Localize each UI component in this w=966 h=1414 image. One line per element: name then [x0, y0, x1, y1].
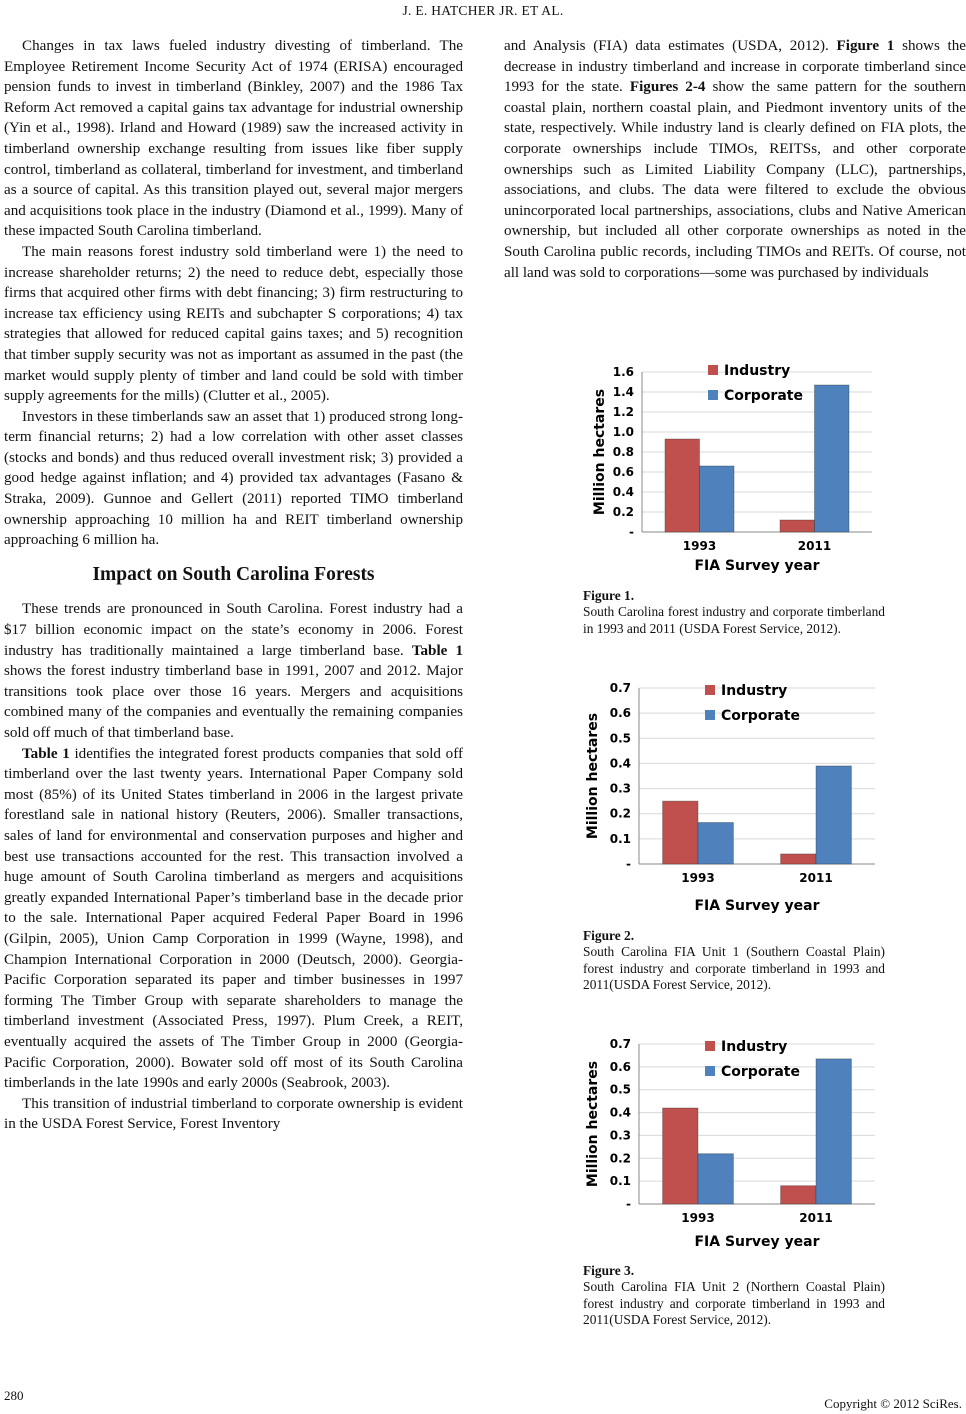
figure-reference: Figures 2-4: [629, 79, 706, 96]
legend-label: Corporate: [721, 708, 800, 724]
bar-industry: [665, 439, 700, 532]
y-tick-label: 0.2: [612, 505, 634, 519]
figure-3-caption: [583, 1263, 885, 1329]
bar-corporate: [816, 1059, 851, 1204]
paragraph: [504, 36, 966, 283]
y-tick-label: 0.3: [609, 781, 631, 796]
y-tick-label: 0.5: [609, 1082, 631, 1097]
table-reference: Table 1: [22, 745, 70, 762]
y-tick-label: 0.6: [609, 1059, 631, 1074]
legend-swatch: [708, 365, 718, 375]
legend-swatch: [705, 1066, 715, 1076]
bar-corporate: [816, 766, 851, 864]
caption-text: South Carolina forest industry and corporate timberland in 1993 and 2011 (USDA Forest Service, 2012).: [583, 604, 885, 636]
x-tick-label: 2011: [799, 871, 833, 885]
bar-corporate: [698, 823, 733, 864]
x-tick-label: 2011: [797, 539, 832, 553]
text-run: show the same pattern for the southern coastal plain, northern coastal plain, and Piedmont inventory units of the state, respectively. While industry land is clearly defined on FIA plots, the corporate ownerships include TIMOs, REITSs, and other corporate ownerships such as Limited Liability Company (LLC), partnerships, associations, and clubs. The data were filtered to exclude the obvious unincorporated local partnerships, associations, clubs and Native American ownership, but included all other corporate ownerships as noted in the South Carolina public records, including TIMOs and REITs. Of course, not all land was sold to corporations—some was purchased by individuals: [504, 79, 966, 281]
y-tick-label: 0.2: [609, 806, 631, 821]
text-run: and Analysis (FIA) data estimates (USDA, 2012).: [504, 38, 829, 54]
y-tick-label: 0.4: [609, 1105, 631, 1120]
figure-reference: Figure 1: [836, 38, 895, 54]
x-tick-label: 2011: [799, 1211, 833, 1225]
bar-corporate: [815, 385, 850, 532]
bar-industry: [663, 1108, 698, 1204]
x-axis-title: FIA Survey year: [694, 898, 820, 914]
legend-label: Corporate: [724, 388, 803, 404]
y-tick-label: -: [626, 857, 631, 871]
text-run: shows the decrease in industry timberland and increase in corporate timberland since 1993 for the state.: [504, 38, 966, 96]
bar-chart-1: [590, 362, 880, 606]
legend-label: Industry: [721, 683, 788, 699]
y-tick-label: 0.4: [609, 756, 631, 771]
page-number: 280: [4, 1388, 24, 1403]
bar-chart-2: [583, 676, 883, 916]
caption-text: South Carolina FIA Unit 1 (Southern Coastal Plain) forest industry and corporate timberland in 1993 and 2011(USDA Forest Service, 2012).: [583, 944, 885, 993]
y-tick-label: 1.4: [612, 385, 634, 399]
bar-industry: [781, 854, 816, 864]
legend-label: Industry: [724, 363, 791, 379]
y-tick-label: -: [629, 525, 634, 539]
bar-industry: [781, 1186, 816, 1204]
table-reference: Table 1: [411, 642, 463, 659]
legend-swatch: [705, 1041, 715, 1051]
legend-swatch: [705, 685, 715, 695]
legend-swatch: [708, 390, 718, 400]
y-axis-title: Million hectares: [592, 388, 608, 516]
text-run: shows the forest industry timberland base in 1991, 2007 and 2012. Major transitions took place over those 16 years. Mergers and acquisitions combined many of the companies and eventually the remaining companies sold off much of that timberland base.: [4, 663, 463, 741]
legend-swatch: [705, 710, 715, 720]
copyright-notice: Copyright © 2012 SciRes.: [824, 1396, 962, 1411]
x-tick-label: 1993: [681, 871, 715, 885]
running-header: J. E. HATCHER JR. ET AL.: [402, 3, 564, 18]
left-column: [4, 36, 463, 1135]
figure-2-caption: [583, 928, 885, 994]
figure-label: Figure 1.: [583, 588, 635, 603]
paragraph: This transition of industrial timberland to corporate ownership is evident in the USDA Forest Service, Forest Inventory: [4, 1095, 463, 1133]
y-tick-label: 0.7: [609, 681, 631, 695]
x-axis-title: FIA Survey year: [694, 1234, 820, 1250]
section-heading: Impact on South Carolina Forests: [92, 563, 375, 585]
bar-industry: [780, 520, 815, 532]
figure-1-caption: [583, 588, 885, 637]
x-axis-title: FIA Survey year: [694, 558, 820, 574]
text-run: These trends are pronounced in South Carolina. Forest industry had a $17 billion economic impact on the state’s economy in 2006. Forest industry has traditionally maintained a large timberland base.: [4, 601, 463, 659]
y-tick-label: 0.8: [612, 445, 634, 459]
figure-label: Figure 2.: [583, 928, 635, 943]
figure-label: Figure 3.: [583, 1263, 635, 1278]
y-tick-label: 0.6: [612, 465, 634, 479]
legend-label: Corporate: [721, 1064, 800, 1080]
y-tick-label: 1.6: [612, 365, 634, 379]
right-column: [504, 36, 966, 283]
y-tick-label: 1.2: [612, 405, 634, 419]
paragraph: Changes in tax laws fueled industry divesting of timberland. The Employee Retirement Income Security Act of 1974 (ERISA) encouraged pension funds to invest in timberland (Binkley, 2007) and the 1986 Tax Reform Act removed a capital gains tax advantage for industrial ownership (Yin et al., 1998). Irland and Howard (1989) saw the increased activity in timberland ownership exchange resulting from issues like fiber supply control, timberland as collateral, timberland for investment, and timberland as a source of capital. As this transition played out, several major mergers and acquisitions took place in the industry (Diamond et al., 1999). Many of these impacted South Carolina timberland.: [4, 38, 463, 240]
bar-chart-3: [583, 1034, 883, 1256]
y-tick-label: -: [626, 1197, 631, 1211]
y-axis-title: Million hectares: [585, 1060, 601, 1188]
y-tick-label: 0.4: [612, 485, 634, 499]
x-tick-label: 1993: [682, 539, 717, 553]
y-tick-label: 0.3: [609, 1128, 631, 1143]
y-tick-label: 1.0: [612, 425, 634, 439]
paragraph: [4, 744, 463, 1094]
paragraph: The main reasons forest industry sold timberland were 1) the need to increase shareholder returns; 2) the need to reduce debt, especially those firms that acquired other firms with debt financing; 3) firm restructuring to increase tax efficiency using REITs and subchapter S corporations; 4) tax strategies that allowed for reduced capital gains taxes; and 5) recognition that timber supply security was not as important as assumed in the past (the market would supply plenty of timber and land could be sold with timber supply agreements for the mills) (Clutter et al., 2005).: [4, 243, 463, 405]
y-tick-label: 0.1: [609, 831, 631, 846]
caption-text: South Carolina FIA Unit 2 (Northern Coastal Plain) forest industry and corporate timberland in 1993 and 2011(USDA Forest Service, 2012).: [583, 1279, 885, 1328]
legend-label: Industry: [721, 1039, 788, 1055]
y-tick-label: 0.6: [609, 706, 631, 721]
paragraph: Investors in these timberlands saw an asset that 1) produced strong long-term financial returns; 2) had a low correlation with other asset classes (stocks and bonds) and thus reduced overall investment risk; 3) provided a good hedge against inflation; and 4) provided tax advantages (Fasano & Straka, 2009). Gunnoe and Gellert (2011) reported TIMO timberland ownership approaching 10 million ha and REIT timberland ownership approaching 6 million ha.: [4, 408, 463, 549]
y-axis-title: Million hectares: [585, 712, 601, 840]
bar-industry: [663, 801, 698, 864]
text-run: identifies the integrated forest products companies that sold off timberland over the last twenty years. International Paper Company sold most (85%) of its United States timberland in 2006 in the largest private forestland sale in national history (Reuters, 2006). Smaller transactions, sales of land for environmental and conservation purposes and higher and best use transactions accounted for the rest. This transaction involved a huge amount of South Carolina timberland as mergers and acquisitions greatly expanded International Paper’s timberland base in the decade prior to the sale. International Paper acquired Federal Paper Board in 1996 (Gilpin, 2005), Union Camp Corporation in 1999 (Wayne, 1998), and Champion International Corporation in 2000 (Deutsch, 2000). Georgia-Pacific Corporation separated its paper and timber businesses in 1997 forming The Timber Group with separate shareholders to manage the timberland investment (Associated Press, 1997). Plum Creek, a REIT, eventually acquired the assets of The Timber Group in 2000 (Georgia-Pacific Corporation, 2000). Bowater sold off most of its South Carolina timberlands in the late 1990s and early 2000s (Seabrook, 2003).: [4, 745, 463, 1092]
y-tick-label: 0.1: [609, 1174, 631, 1189]
bar-corporate: [698, 1154, 733, 1204]
x-tick-label: 1993: [681, 1211, 715, 1225]
y-tick-label: 0.5: [609, 731, 631, 746]
bar-corporate: [700, 466, 735, 532]
y-tick-label: 0.7: [609, 1037, 631, 1051]
paragraph: [4, 599, 463, 743]
y-tick-label: 0.2: [609, 1151, 631, 1166]
